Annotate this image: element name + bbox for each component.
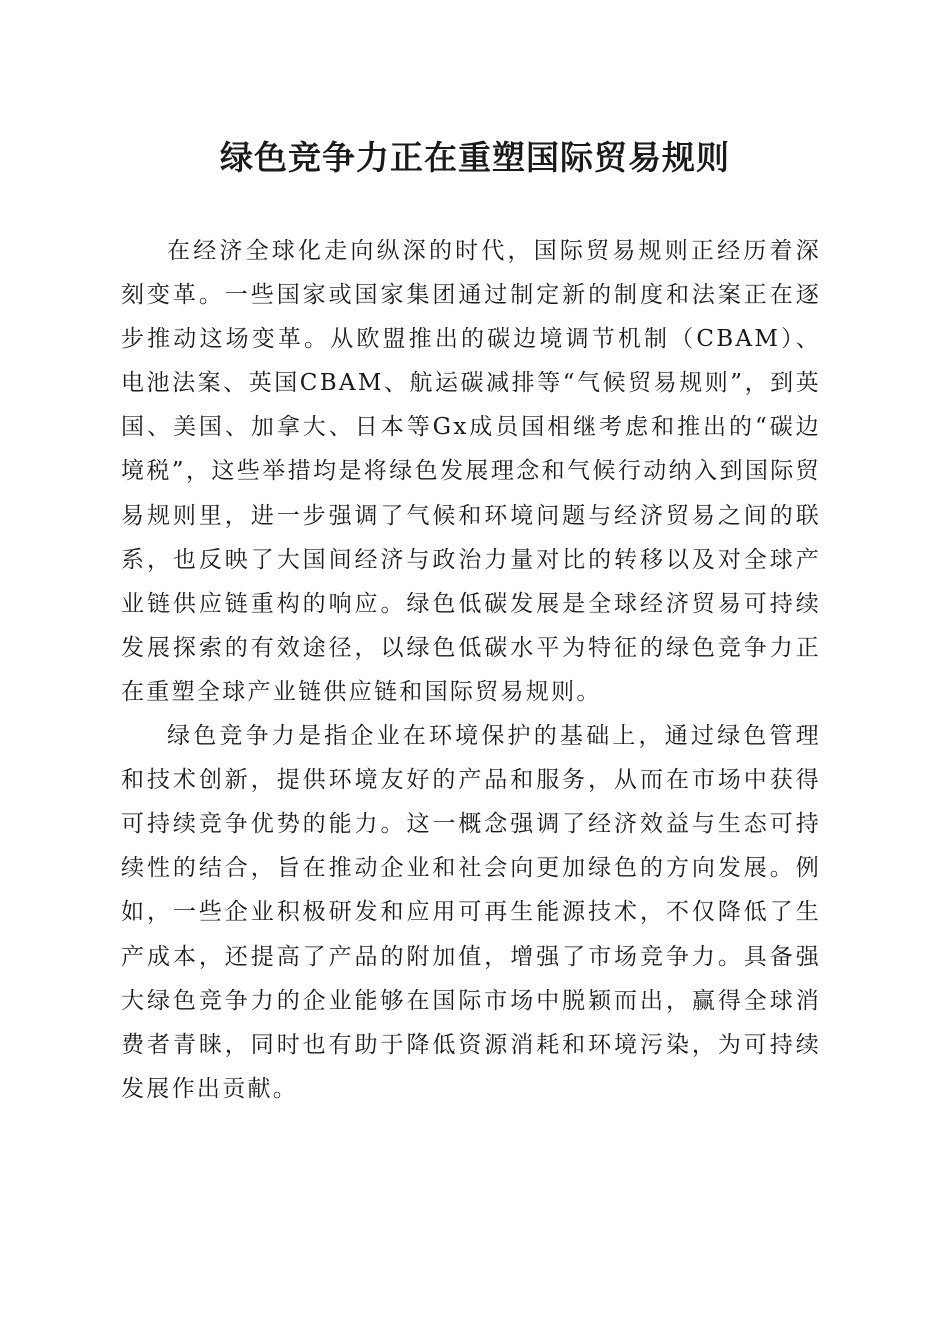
paragraph-2: 绿色竞争力是指企业在环境保护的基础上，通过绿色管理和技术创新，提供环境友好的产品和服务，从而在市场中获得可持续竞争优势的能力。这一概念强调了经济效益与生态可持续性的结合，旨在推动企业和社会向更加绿色的方向发展。例如，一些企业积极研发和应用可再生能源技术，不仅降低了生产成本，还提高了产品的附加值，增强了市场竞争力。具备强大绿色竞争力的企业能够在国际市场中脱颖而出，赢得全球消费者青睐，同时也有助于降低资源消耗和环境污染，为可持续发展作出贡献。 (121, 723, 821, 1102)
document-body (121, 229, 821, 1111)
document-title: 绿色竞争力正在重塑国际贸易规则 (220, 138, 730, 177)
paragraph-1: 在经济全球化走向纵深的时代，国际贸易规则正经历着深刻变革。一些国家或国家集团通过制定新的制度和法案正在逐步推动这场变革。从欧盟推出的碳边境调节机制（CBAM）、电池法案、英国CBAM、航运碳减排等“气候贸易规则”，到英国、美国、加拿大、日本等Gx成员国相继考虑和推出的“碳边境税”，这些举措均是将绿色发展理念和气候行动纳入到国际贸易规则里，进一步强调了气候和环境问题与经济贸易之间的联系，也反映了大国间经济与政治力量对比的转移以及对全球产业链供应链重构的响应。绿色低碳发展是全球经济贸易可持续发展探索的有效途径，以绿色低碳水平为特征的绿色竞争力正在重塑全球产业链供应链和国际贸易规则。 (121, 238, 821, 705)
